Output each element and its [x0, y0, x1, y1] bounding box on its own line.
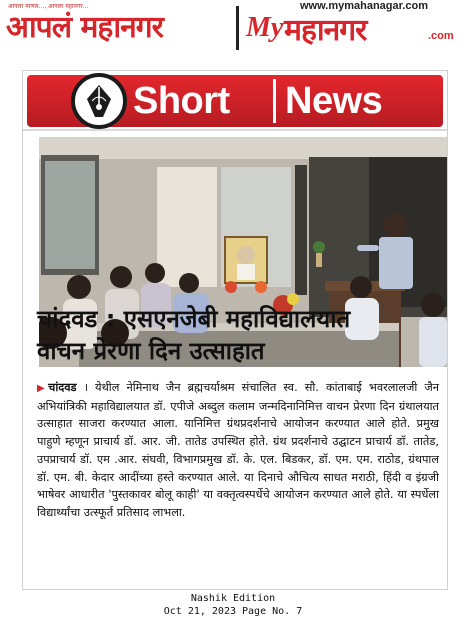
banner-divider — [273, 79, 276, 123]
masthead-my-prefix: My — [246, 12, 284, 43]
masthead-tagline: आपला माणस..., आपला महानगर... — [8, 3, 89, 10]
article-dateline: चांदवड — [48, 381, 77, 394]
banner-news-word: News — [285, 80, 383, 122]
masthead-divider — [236, 6, 239, 50]
banner-short-word: Short — [133, 80, 230, 122]
fountain-pen-nib-icon — [83, 83, 115, 119]
headline-line-1: चांदवड : एसएनजेबी महाविद्यालयात — [37, 305, 351, 333]
footer-date-page: Oct 21, 2023 Page No. 7 — [163, 606, 303, 617]
footer-edition: Nashik Edition — [190, 593, 276, 604]
article-body-text: । येथील नेमिनाथ जैन ब्रह्मचर्याश्रम संचालित स्व. सौ. कांताबाई भवरलालजी जैन अभियांत्रिकी महाविद्यालयात डॉ. एपीजे अब्दुल कलाम जन्मदिनानिमित्त वाचन प्रेरणा दिन ग्रंथालयात उत्साहात साजरा करण्यात आला. यानिमित्त ग्रंथप्रदर्शनाचे आयोजन करण्यात आले होते. प्रमुख पाहुणे म्हणून प्राचार्य डॉ. आर. जी. तातेड उपस्थित होते. ग्रंथ प्रदर्शनाचे उद्घाटन प्राचार्य डॉ. तातेड, उपप्राचार्य डॉ. एम .आर. संघवी, विभागप्रमुख डॉ. के. एल. बिडकर, डॉ. एम. एम. राठोड, ग्रंथपाल डॉ. एम. बी. केदार आदींच्या हस्ते करण्यात आले. या दिनाचे औचित्य साधत मराठी, हिंदी व इंग्रजी भाषेवर आधारीत 'पुस्तकावर बोलू काही' या वक्तृत्वस्पर्धेचे आयोजन करण्यात आले होते. या स्पर्धेला विद्यार्थ्यांचा उत्स्फूर्त प्रतिसाद लाभला. — [37, 381, 440, 519]
masthead-title-marathi: आपलं महानगर — [6, 10, 163, 45]
masthead-domain-suffix: .com — [428, 30, 454, 42]
article-headline — [37, 303, 437, 367]
masthead — [0, 0, 466, 58]
article-body — [37, 379, 439, 522]
headline-line-2: वाचन प्रेरणा दिन उत्साहात — [37, 337, 265, 365]
news-clipping — [22, 70, 448, 590]
dateline-arrow-icon: ▶ — [37, 383, 49, 394]
masthead-url: www.mymahanagar.com — [300, 0, 428, 12]
masthead-title-short: महानगर — [284, 13, 367, 48]
short-news-banner — [23, 71, 447, 131]
edition-footer — [0, 592, 466, 618]
